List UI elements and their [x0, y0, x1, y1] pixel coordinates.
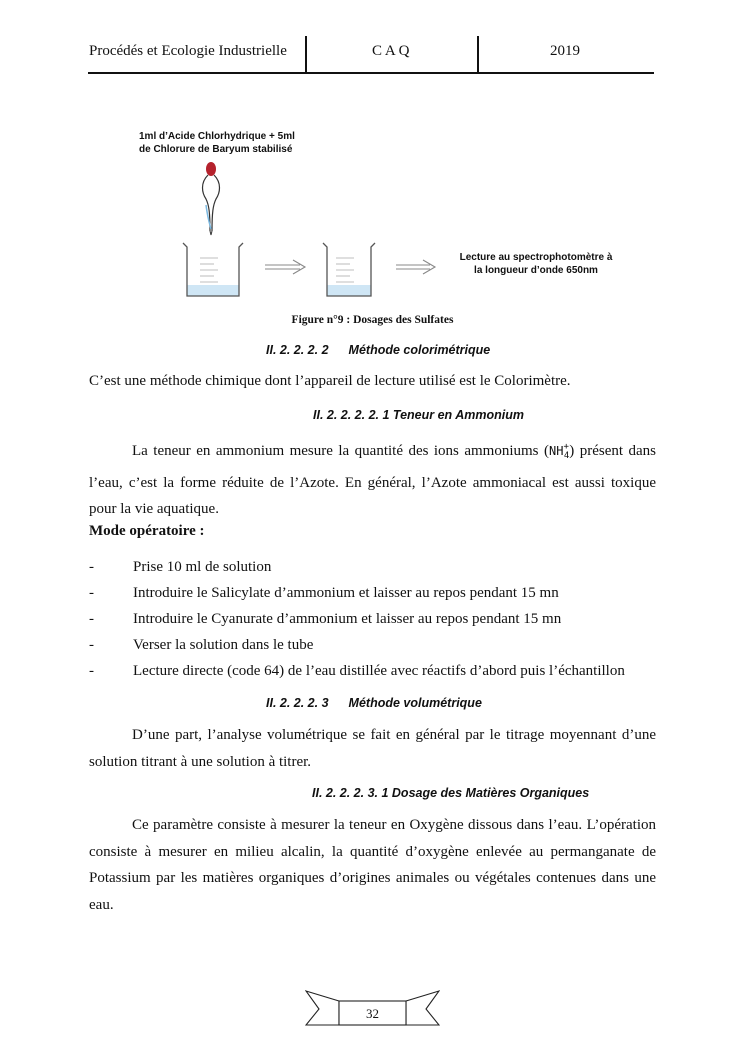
page-header: [0, 0, 745, 80]
list-item: - Introduire le Cyanurate d’ammonium et laisser au repos pendant 15 mn: [89, 611, 562, 627]
beaker-icon: [183, 243, 243, 296]
subsection-heading-ammonium: II. 2. 2. 2. 2. 1 Teneur en Ammonium: [313, 408, 524, 422]
header-divider: [477, 36, 479, 73]
reagent-label-line1: 1ml d’Acide Chlorhydrique + 5ml: [139, 131, 295, 142]
header-year: 2019: [550, 43, 580, 59]
figure-diagram: [130, 125, 670, 305]
page-number: 32: [366, 1006, 379, 1021]
header-rule: [88, 72, 654, 74]
volumetric-paragraph: D’une part, l’analyse volumétrique se fait en général par le titrage moyennant d’une solution titrant à une solution à titrer.: [89, 727, 656, 770]
organic-matter-paragraph: Ce paramètre consiste à mesurer la teneur en Oxygène dissous dans l’eau. L’opération consiste à mesurer en milieu alcalin, la quantité d’oxygène enlevée au permanganate de Potassium par les matières organiques d’origines animales ou végétales contenues dans une eau.: [89, 817, 656, 913]
header-left-title: Procédés et Ecologie Industrielle: [89, 43, 287, 59]
section-title: Méthode colorimétrique: [348, 343, 491, 357]
sulfate-dosage-figure: [130, 125, 670, 305]
section-number: II. 2. 2. 2. 2: [266, 343, 329, 357]
list-item: - Lecture directe (code 64) de l’eau distillée avec réactifs d’abord puis l’échantillon: [89, 663, 625, 679]
section-title: Méthode volumétrique: [348, 696, 482, 710]
reading-label-line1: Lecture au spectrophotomètre à: [459, 252, 613, 263]
colorimetric-intro: C’est une méthode chimique dont l’appareil de lecture utilisé est le Colorimètre.: [89, 373, 571, 389]
ammonium-paragraph: [89, 434, 656, 523]
reading-label-line2: la longueur d’onde 650nm: [474, 265, 598, 276]
arrow-right-icon: [396, 260, 435, 274]
figure-caption: Figure n°9 : Dosages des Sulfates: [291, 314, 454, 326]
beaker-icon: [323, 243, 375, 296]
subsection-heading-organic: II. 2. 2. 2. 3. 1 Dosage des Matières Organiques: [312, 786, 590, 800]
page-number-banner: [305, 985, 440, 1033]
list-item: - Prise 10 ml de solution: [89, 559, 272, 575]
list-item: - Verser la solution dans le tube: [89, 637, 314, 653]
section-heading-volumetric: [266, 696, 482, 710]
ammonium-ion-formula: $NH^+_4$: [548, 442, 570, 461]
procedure-steps-list: [89, 554, 669, 684]
ammonium-text-start: La teneur en ammonium mesure la quantité des ions ammoniums (: [132, 443, 549, 459]
dropper-pipette-icon: [203, 162, 220, 235]
reagent-label-line2: de Chlorure de Baryum stabilisé: [139, 144, 293, 155]
mode-operatoire-title: Mode opératoire :: [89, 523, 205, 539]
list-item: - Introduire le Salicylate d’ammonium et laisser au repos pendant 15 mn: [89, 585, 559, 601]
header-center-title: C A Q: [372, 43, 410, 59]
section-number: II. 2. 2. 2. 3: [266, 696, 329, 710]
ammonium-text-end: ) présent dans l’eau, c’est la forme réduite de l’Azote. En général, l’Azote ammoniacal est aussi toxique pour la vie aquatique.: [89, 443, 657, 517]
header-divider: [305, 36, 307, 73]
arrow-right-icon: [265, 260, 305, 274]
section-heading-colorimetric: [266, 343, 490, 357]
